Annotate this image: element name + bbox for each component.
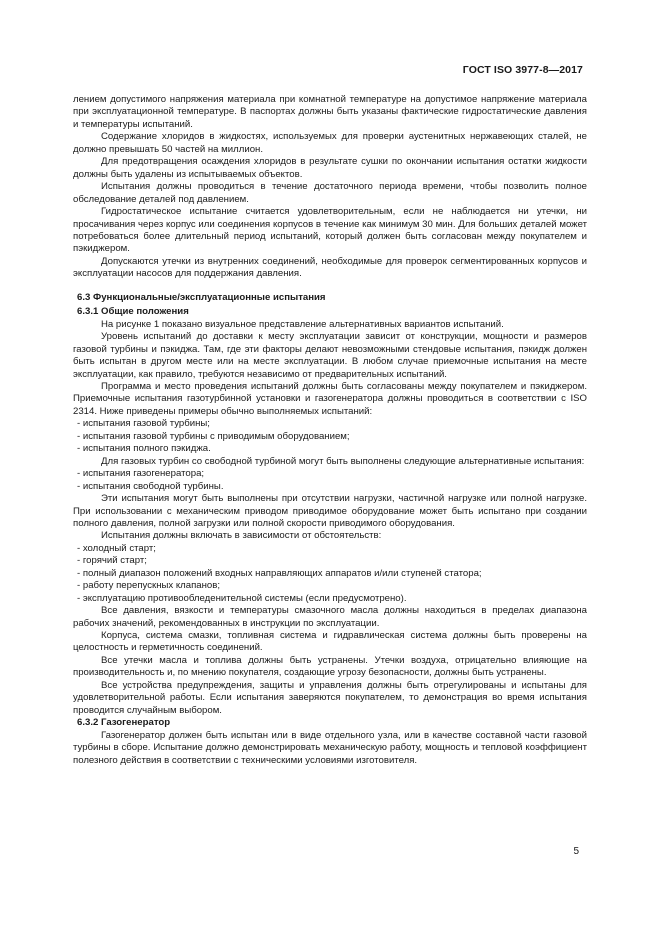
list-item: - испытания полного пэкиджа. xyxy=(77,443,211,455)
paragraph: Уровень испытаний до доставки к месту эксплуатации зависит от конструкции, мощности и размеров газовой турбины и пэкиджа. Там, где эти факторы делают невозможными стендовые испытания, пэкидж должен быть испытан в другом месте или на месте эксплуатации. В любом случае приемочные испытания на месте эксплуатации, как правило, требуются независимо от предварительных испытаний. xyxy=(73,331,587,380)
paragraph: Для газовых турбин со свободной турбиной могут быть выполнены следующие альтернативные испытания: xyxy=(101,455,585,467)
page-number: 5 xyxy=(573,846,579,857)
list-item: - эксплуатацию противообледенительной системы (если предусмотрено). xyxy=(77,592,407,604)
paragraph: Все устройства предупреждения, защиты и управления должны быть отрегулированы и испытаны для удовлетворительной работы. Если испытания заверяются покупателем, то демонстрация во время испытания проводится случайным выбором. xyxy=(73,679,587,716)
list-item: - испытания газовой турбины; xyxy=(77,418,210,430)
paragraph: Для предотвращения осаждения хлоридов в результате сушки по окончании испытания остатки жидкости должны быть удалены из испытываемых объектов. xyxy=(73,156,587,180)
paragraph: Допускаются утечки из внутренних соединений, необходимые для проверок сегментированных корпусов и эксплуатации насосов для поддержания давления. xyxy=(73,255,587,280)
list-item: - холодный старт; xyxy=(77,542,156,554)
subsection-heading: 6.3.1 Общие положения xyxy=(77,306,189,318)
paragraph: Гидростатическое испытание считается удовлетворительным, если не наблюдается ни утечки, ни просачивания через корпус или соединения корпусов в течение как минимум 30 мин. Для больших деталей может потребоваться более длительный период испытаний, который должен быть согласован между покупателем и пэкиджером. xyxy=(73,206,587,255)
paragraph: лением допустимого напряжения материала при комнатной температуре на допустимое напряжение материала при эксплуатационной температуре. В паспортах должны быть указаны фактические гидростатические давления и температуры испытаний. xyxy=(73,94,587,130)
document-header: ГОСТ ISO 3977-8—2017 xyxy=(462,64,583,76)
paragraph: Эти испытания могут быть выполнены при отсутствии нагрузки, частичной нагрузке или полной нагрузке. При использовании с механическим приводом приводимое оборудование может быть испытано при создании полного давления, полной загрузки или полной скорости приводимого оборудования. xyxy=(73,493,587,529)
list-item: - испытания свободной турбины. xyxy=(77,480,224,492)
document-body xyxy=(73,94,587,767)
paragraph: Испытания должны проводиться в течение достаточного периода времени, чтобы позволить полное обследование деталей под давлением. xyxy=(73,181,587,205)
list-item: - испытания газовой турбины с приводимым оборудованием; xyxy=(77,430,350,442)
paragraph: Все утечки масла и топлива должны быть устранены. Утечки воздуха, отрицательно влияющие на производительность и, по мнению покупателя, создающие угрозу безопасности, должны быть устранены. xyxy=(73,654,587,679)
subsection-heading: 6.3.2 Газогенератор xyxy=(77,717,171,729)
list-item: - горячий старт; xyxy=(77,555,147,567)
paragraph: Содержание хлоридов в жидкостях, используемых для проверки аустенитных нержавеющих сталей, не должно превышать 50 частей на миллион. xyxy=(73,131,587,155)
list-item: - испытания газогенератора; xyxy=(77,468,205,480)
list-item: - полный диапазон положений входных направляющих аппаратов и/или ступеней статора; xyxy=(77,567,482,579)
section-heading: 6.3 Функциональные/эксплуатационные испытания xyxy=(77,291,326,303)
paragraph: Программа и место проведения испытаний должны быть согласованы между покупателем и пэкиджером. Приемочные испытания газотурбинной установки и газогенератора должны проводиться в соответствии с ISO 2314. Ниже приведены примеры обычно выполняемых испытаний: xyxy=(73,380,587,417)
paragraph: Все давления, вязкости и температуры смазочного масла должны находиться в пределах диапазона рабочих значений, рекомендованных в инструкции по эксплуатации. xyxy=(73,605,587,629)
paragraph: На рисунке 1 показано визуальное представление альтернативных вариантов испытаний. xyxy=(101,318,504,330)
paragraph: Испытания должны включать в зависимости от обстоятельств: xyxy=(101,530,382,542)
paragraph: Корпуса, система смазки, топливная система и гидравлическая система должны быть проверены на целостность и герметичность соединений. xyxy=(73,630,587,654)
paragraph: Газогенератор должен быть испытан или в виде отдельного узла, или в качестве составной части газовой турбины в сборе. Испытание должно демонстрировать механическую работу, мощность и тепловой коэффициент полезного действия в соответствии с техническими условиями изготовителя. xyxy=(73,729,587,766)
list-item: - работу перепускных клапанов; xyxy=(77,580,221,592)
